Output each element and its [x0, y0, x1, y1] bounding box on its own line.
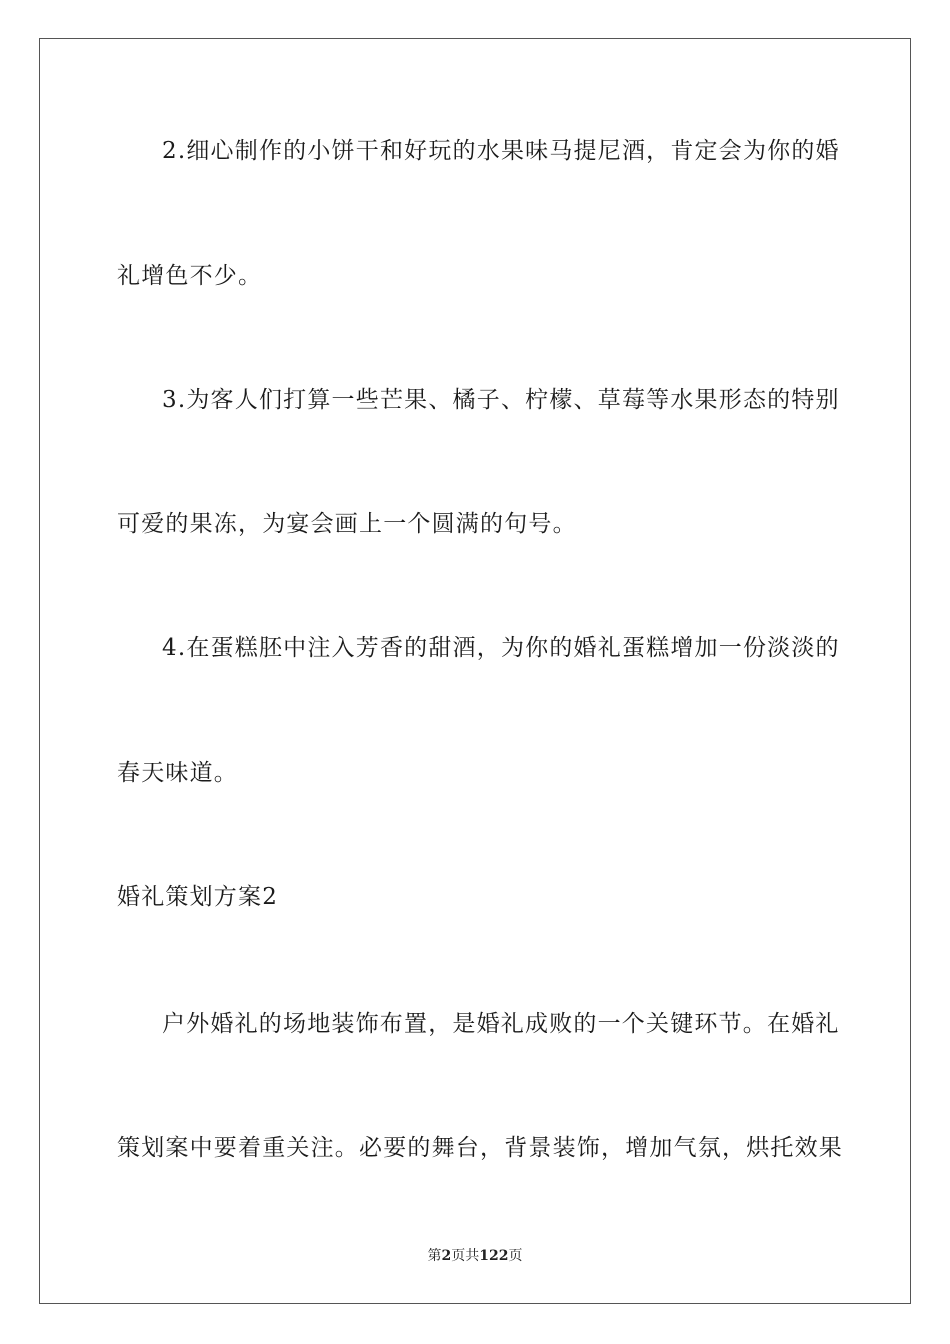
- paragraph-line-8: 策划案中要着重关注。必要的舞台，背景装饰，增加气氛，烘托效果: [117, 1135, 843, 1161]
- footer-total-prefix: 共: [465, 1248, 480, 1264]
- footer-page-unit: 页: [451, 1248, 466, 1264]
- paragraph-line-1: 2.细心制作的小饼干和好玩的水果味马提尼酒，肯定会为你的婚: [162, 138, 840, 164]
- footer-total-unit: 页: [508, 1248, 523, 1264]
- paragraph-line-5: 4.在蛋糕胚中注入芳香的甜酒，为你的婚礼蛋糕增加一份淡淡的: [162, 635, 840, 661]
- paragraph-line-3: 3.为客人们打算一些芒果、橘子、柠檬、草莓等水果形态的特别: [162, 387, 840, 413]
- paragraph-line-6: 春天味道。: [117, 760, 238, 786]
- section-heading: 婚礼策划方案2: [117, 884, 279, 910]
- paragraph-line-2: 礼增色不少。: [117, 263, 263, 289]
- page-footer: [0, 1247, 950, 1265]
- page-frame: [39, 38, 911, 1304]
- paragraph-line-7: 户外婚礼的场地装饰布置，是婚礼成败的一个关键环节。在婚礼: [162, 1011, 840, 1037]
- current-page-number: 2: [441, 1248, 452, 1264]
- total-pages-number: 122: [479, 1248, 509, 1264]
- footer-prefix: 第: [427, 1248, 442, 1264]
- paragraph-line-4: 可爱的果冻，为宴会画上一个圆满的句号。: [117, 511, 577, 537]
